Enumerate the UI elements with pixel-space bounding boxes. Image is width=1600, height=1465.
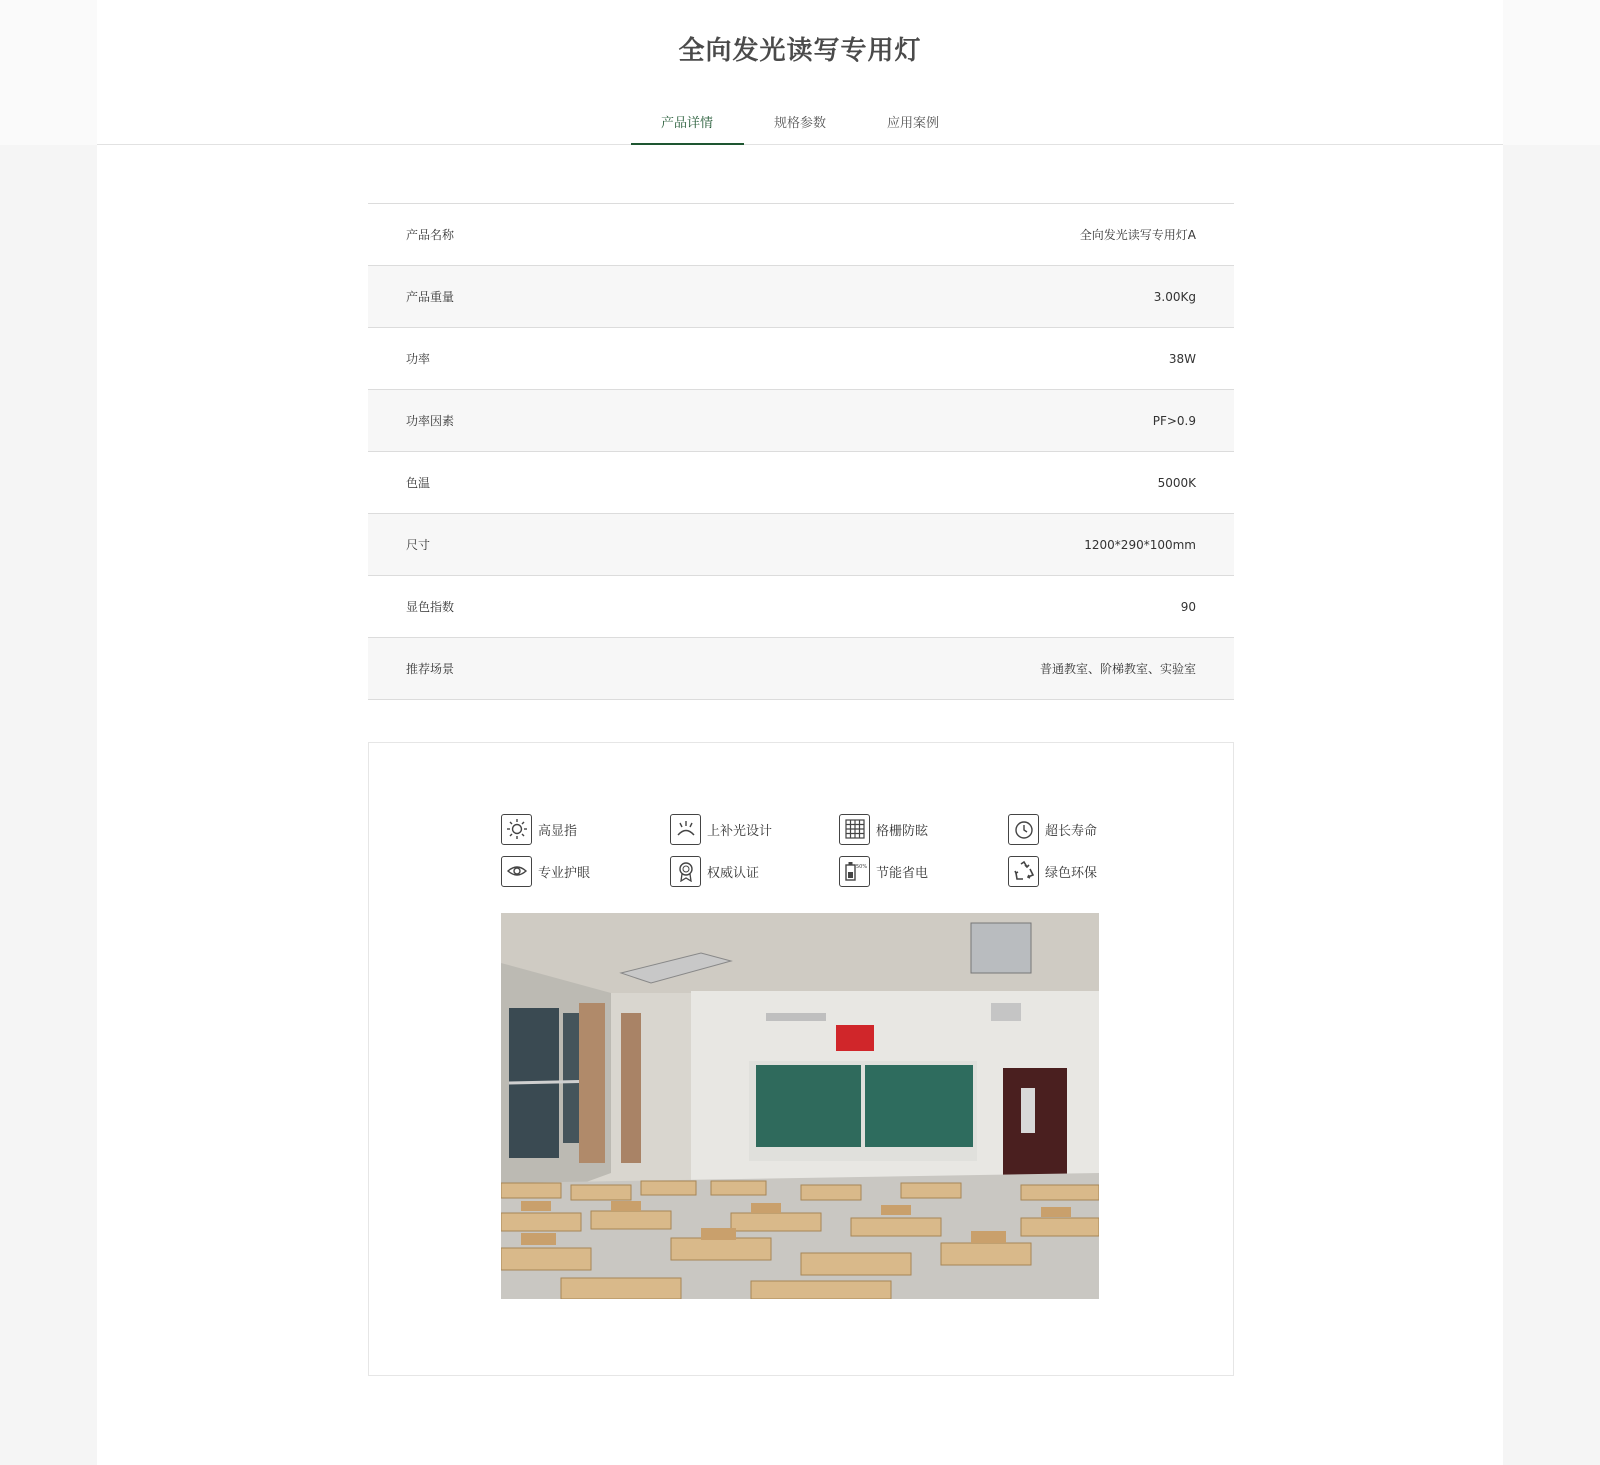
feature-item [670, 855, 820, 887]
spec-value: 全向发光读写专用灯A [1079, 228, 1196, 242]
spec-row-name [368, 204, 1234, 266]
spec-value: 3.00Kg [1153, 289, 1196, 304]
spec-row-cri [368, 576, 1234, 638]
recycle-icon [1008, 856, 1039, 887]
spec-value: PF>0.9 [1152, 413, 1196, 428]
feature-item [670, 813, 820, 845]
tab-bar [97, 108, 1503, 145]
tab-product-details[interactable]: 产品详情 [631, 108, 744, 145]
grid-icon [839, 814, 870, 845]
battery-icon [839, 856, 870, 887]
spec-label: 推荐场景 [406, 662, 455, 676]
tab-application-cases[interactable]: 应用案例 [886, 116, 939, 131]
feature-label: 节能省电 [876, 865, 929, 881]
spec-value: 1200*290*100mm [1084, 537, 1196, 552]
sun-icon [501, 814, 532, 845]
battery-badge-text: 50% [855, 864, 867, 870]
feature-label: 超长寿命 [1045, 823, 1098, 839]
spec-row-weight [368, 266, 1234, 328]
spec-row-power [368, 328, 1234, 390]
spec-row-size [368, 514, 1234, 576]
spec-label: 功率因素 [406, 414, 455, 428]
tab-specifications[interactable]: 规格参数 [773, 116, 826, 131]
feature-item [839, 855, 989, 887]
product-page [97, 0, 1503, 1465]
spec-label: 尺寸 [406, 538, 431, 552]
feature-showcase [368, 742, 1234, 1376]
spec-label: 产品重量 [406, 290, 455, 304]
feature-label: 绿色环保 [1045, 865, 1098, 881]
feature-item [501, 813, 651, 845]
feature-label: 格栅防眩 [876, 823, 929, 839]
spec-label: 显色指数 [406, 600, 455, 614]
spec-value: 90 [1180, 599, 1196, 614]
feature-label: 上补光设计 [707, 823, 773, 839]
feature-item [1008, 855, 1158, 887]
feature-item [1008, 813, 1158, 845]
spec-label: 功率 [406, 352, 431, 366]
feature-item [501, 855, 651, 887]
spec-row-power-factor [368, 390, 1234, 452]
classroom-photo [501, 913, 1099, 1299]
spec-value: 38W [1168, 351, 1196, 366]
feature-label: 高显指 [538, 823, 578, 839]
spec-label: 产品名称 [406, 228, 455, 242]
uplight-icon [670, 814, 701, 845]
page-title: 全向发光读写专用灯 [678, 36, 922, 66]
spec-value: 5000K [1157, 475, 1196, 490]
spec-row-scenario [368, 638, 1234, 700]
clock-icon [1008, 814, 1039, 845]
eye-icon [501, 856, 532, 887]
spec-row-color-temp [368, 452, 1234, 514]
feature-item [839, 813, 989, 845]
badge-icon [670, 856, 701, 887]
feature-label: 权威认证 [707, 865, 760, 881]
feature-grid [501, 813, 1101, 887]
feature-label: 专业护眼 [538, 865, 591, 881]
spec-value: 普通教室、阶梯教室、实验室 [1039, 662, 1196, 676]
spec-label: 色温 [406, 476, 431, 490]
spec-table [368, 203, 1234, 700]
